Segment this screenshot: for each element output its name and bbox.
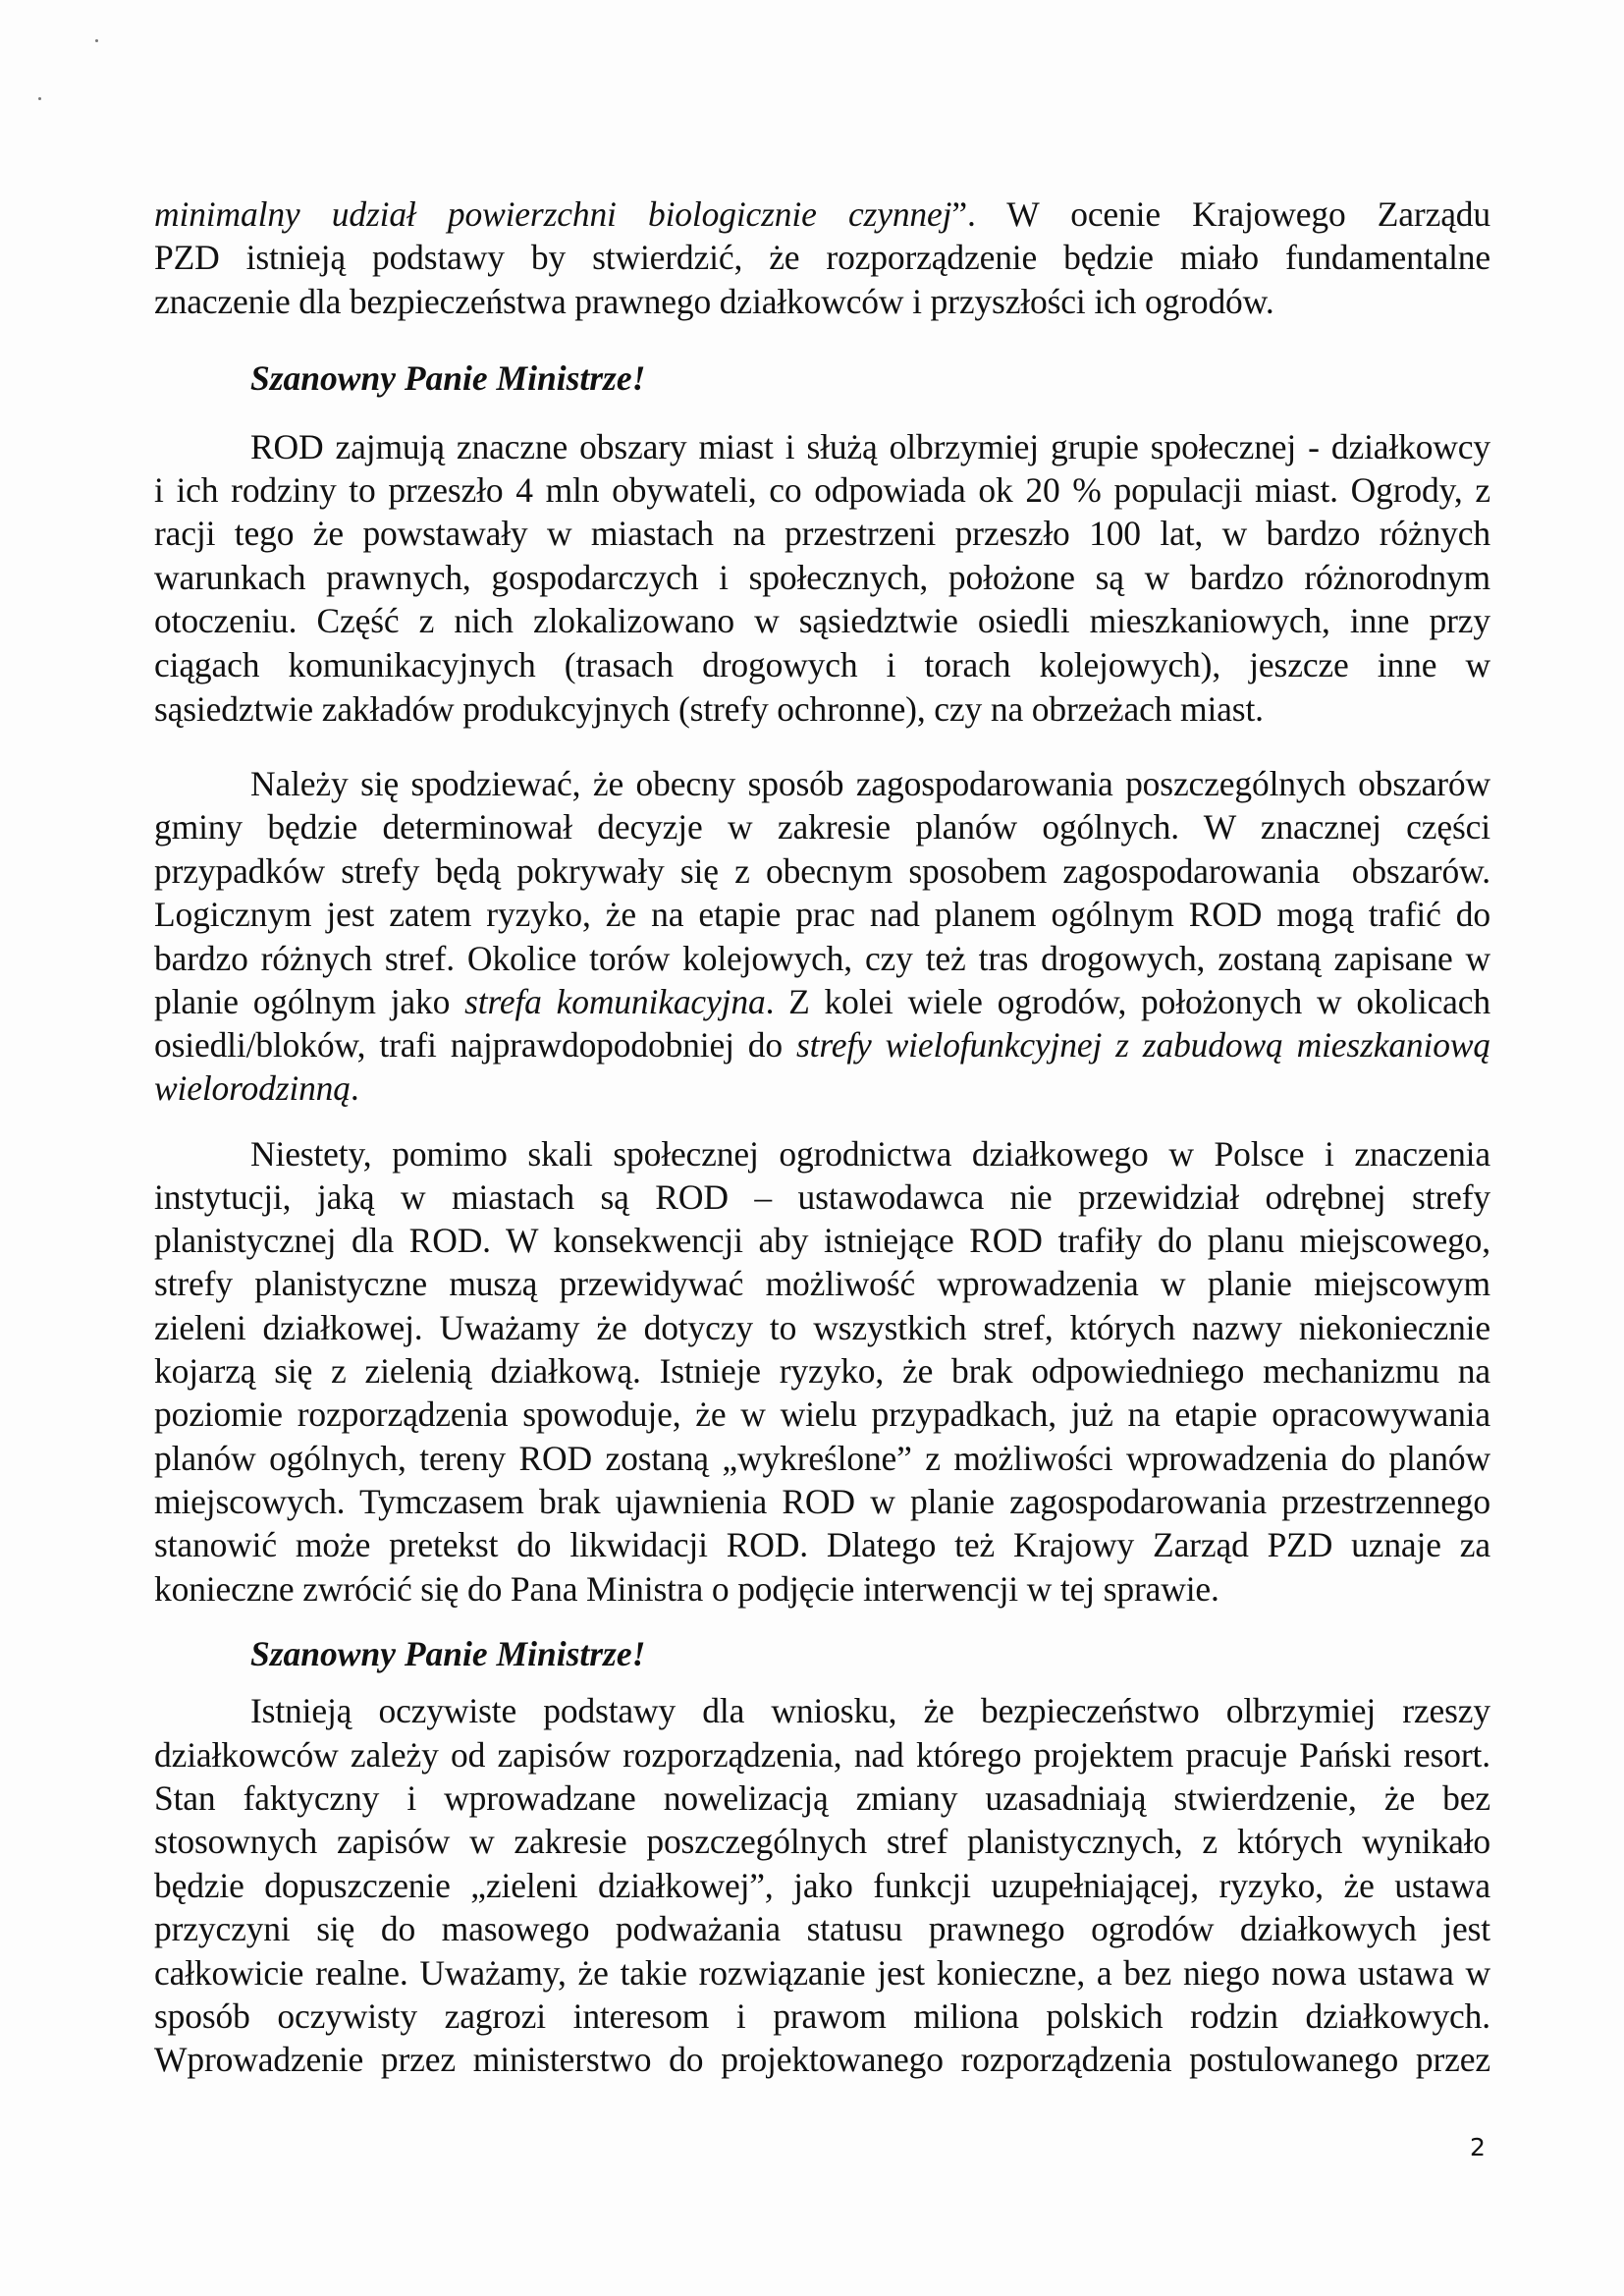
text-line <box>154 893 1490 936</box>
text-line: i ich rodziny to przeszło 4 mln obywateli, co odpowiada ok 20 % populacji miast. Ogrody, z <box>154 470 1490 510</box>
text-segment: . <box>350 1068 359 1108</box>
text-line <box>154 980 1490 1023</box>
text-line: Stan faktyczny i wprowadzane nowelizacją zmiany uzasadniają stwierdzenie, że bez <box>154 1778 1490 1818</box>
italic-term: strefy wielofunkcyjnej z zabudową mieszkaniową <box>796 1025 1490 1065</box>
text-line: sposób oczywisty zagrozi interesom i prawom miliona polskich rodzin działkowych. <box>154 1996 1490 2036</box>
text-segment: gminy będzie determinował decyzje w zakresie planów ogólnych. W znacznej części <box>154 807 1490 847</box>
italic-term: strefa komunikacyjna <box>464 982 766 1021</box>
text-segment: PZD istnieją podstawy by stwierdzić, że rozporządzenie będzie miało fundamentalne <box>154 238 1490 277</box>
text-segment: bardzo różnych stref. Okolice torów kolejowych, czy też tras drogowych, zostaną zapisane w <box>154 939 1490 978</box>
text-line <box>154 280 1490 323</box>
text-segment: . Z kolei wiele ogrodów, położonych w okolicach <box>765 982 1490 1021</box>
text-line: stosownych zapisów w zakresie poszczególnych stref planistycznych, z których wynikało <box>154 1822 1490 1861</box>
text-line: Wprowadzenie przez ministerstwo do projektowanego rozporządzenia postulowanego przez <box>154 2040 1490 2079</box>
text-segment: znaczenie dla bezpieczeństwa prawnego działkowców i przyszłości ich ogrodów. <box>154 282 1274 321</box>
text-line: kojarzą się z zielenią działkową. Istnieje ryzyko, że brak odpowiedniego mechanizmu na <box>154 1351 1490 1391</box>
text-line: planów ogólnych, tereny ROD zostaną „wykreślone” z możliwości wprowadzenia do planów <box>154 1439 1490 1478</box>
text-line: przyczyni się do masowego podważania statusu prawnego ogrodów działkowych jest <box>154 1909 1490 1948</box>
text-line: planistycznej dla ROD. W konsekwencji aby istniejące ROD trafiły do planu miejscowego, <box>154 1221 1490 1260</box>
scan-speck <box>38 97 41 100</box>
text-segment: ”. W ocenie Krajowego Zarządu <box>951 194 1491 234</box>
text-line: otoczeniu. Część z nich zlokalizowano w sąsiedztwie osiedli mieszkaniowych, inne przy <box>154 601 1490 640</box>
text-line: konieczne zwrócić się do Pana Ministra o podjęcie interwencji w tej sprawie. <box>154 1569 1219 1609</box>
text-line: stanowić może pretekst do likwidacji ROD. Dlatego też Krajowy Zarząd PZD uznaje za <box>154 1525 1490 1564</box>
text-line: ROD zajmują znaczne obszary miast i służą olbrzymiej grupie społecznej - działkowcy <box>250 427 1490 466</box>
salutation-heading: Szanowny Panie Ministrze! <box>250 1634 646 1673</box>
text-segment: przypadków strefy będą pokrywały się z obecnym sposobem zagospodarowania obszarów. <box>154 851 1490 891</box>
text-line <box>154 937 1490 980</box>
text-line: sąsiedztwie zakładów produkcyjnych (strefy ochronne), czy na obrzeżach miast. <box>154 689 1264 729</box>
text-segment: planie ogólnym jako <box>154 982 465 1021</box>
text-line <box>154 849 1490 893</box>
italic-quote: minimalny udział powierzchni biologicznie czynnej <box>154 194 952 234</box>
text-line: poziomie rozporządzenia spowoduje, że w wielu przypadkach, już na etapie opracowywania <box>154 1394 1490 1434</box>
text-line: Niestety, pomimo skali społecznej ogrodnictwa działkowego w Polsce i znaczenia <box>250 1134 1490 1174</box>
text-line <box>154 1023 1490 1066</box>
text-line: warunkach prawnych, gospodarczych i społecznych, położone są w bardzo różnorodnym <box>154 558 1490 597</box>
text-line <box>154 192 1490 236</box>
text-line <box>154 1066 1490 1110</box>
text-line: zieleni działkowej. Uważamy że dotyczy to wszystkich stref, których nazwy niekoniecznie <box>154 1308 1490 1347</box>
page-number: 2 <box>1470 2133 1486 2161</box>
text-segment: Logicznym jest zatem ryzyko, że na etapie prac nad planem ogólnym ROD mogą trafić do <box>154 895 1490 934</box>
italic-term: wielorodzinną <box>154 1068 351 1108</box>
text-line: strefy planistyczne muszą przewidywać możliwość wprowadzenia w planie miejscowym <box>154 1264 1490 1303</box>
text-line <box>154 236 1490 279</box>
salutation-heading: Szanowny Panie Ministrze! <box>250 358 646 398</box>
text-line: będzie dopuszczenie „zieleni działkowej”, jako funkcji uzupełniającej, ryzyko, że ustawa <box>154 1866 1490 1905</box>
text-line <box>250 762 1490 805</box>
text-line <box>154 805 1490 848</box>
text-line: miejscowych. Tymczasem brak ujawnienia ROD w planie zagospodarowania przestrzennego <box>154 1482 1490 1521</box>
text-segment: osiedli/bloków, trafi najprawdopodobniej do <box>154 1025 796 1065</box>
text-line: ciągach komunikacyjnych (trasach drogowych i torach kolejowych), jeszcze inne w <box>154 645 1490 684</box>
text-line: instytucji, jaką w miastach są ROD – ustawodawca nie przewidział odrębnej strefy <box>154 1177 1490 1217</box>
scan-speck <box>95 39 98 42</box>
text-line: Istnieją oczywiste podstawy dla wniosku, że bezpieczeństwo olbrzymiej rzeszy <box>250 1691 1490 1730</box>
text-segment: Należy się spodziewać, że obecny sposób zagospodarowania poszczególnych obszarów <box>250 764 1490 803</box>
text-line: racji tego że powstawały w miastach na przestrzeni przeszło 100 lat, w bardzo różnych <box>154 514 1490 553</box>
text-line: całkowicie realne. Uważamy, że takie rozwiązanie jest konieczne, a bez niego nowa ustawa w <box>154 1953 1490 1993</box>
text-line: działkowców zależy od zapisów rozporządzenia, nad którego projektem pracuje Pański resort. <box>154 1735 1490 1775</box>
